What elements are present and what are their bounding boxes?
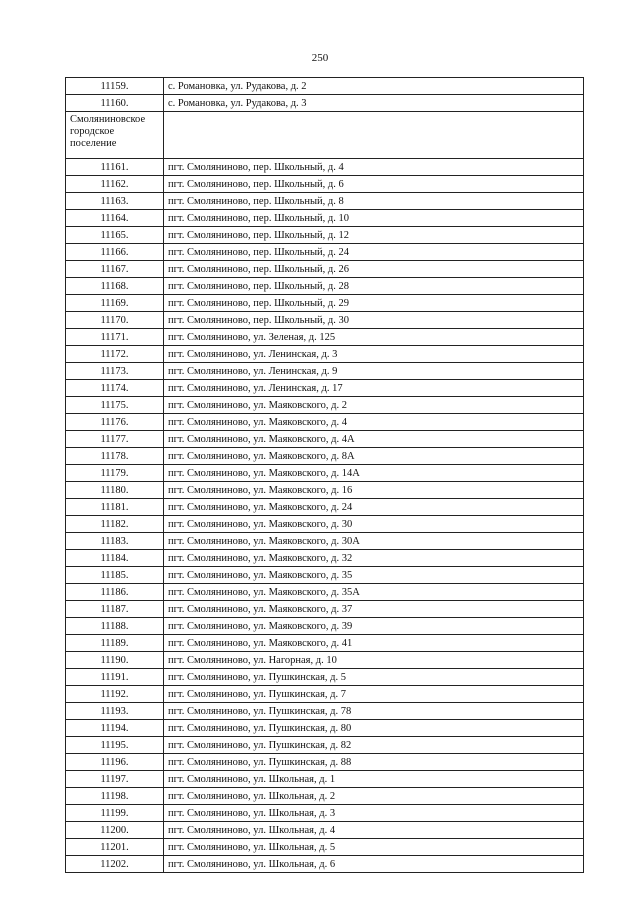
table-row <box>66 346 584 363</box>
table-row <box>66 669 584 686</box>
row-address: с. Романовка, ул. Рудакова, д. 3 <box>164 95 584 112</box>
table-row <box>66 414 584 431</box>
row-address: пгт. Смоляниново, ул. Маяковского, д. 30А <box>164 533 584 550</box>
row-address: пгт. Смоляниново, ул. Школьная, д. 6 <box>164 856 584 873</box>
table-row <box>66 482 584 499</box>
row-address: пгт. Смоляниново, пер. Школьный, д. 6 <box>164 176 584 193</box>
section-row <box>66 112 584 159</box>
row-address: пгт. Смоляниново, ул. Маяковского, д. 39 <box>164 618 584 635</box>
table-row <box>66 652 584 669</box>
row-address: пгт. Смоляниново, ул. Маяковского, д. 32 <box>164 550 584 567</box>
table-row <box>66 839 584 856</box>
row-number: 11169. <box>66 295 164 312</box>
table-row <box>66 176 584 193</box>
row-number: 11195. <box>66 737 164 754</box>
row-number: 11167. <box>66 261 164 278</box>
table-row <box>66 193 584 210</box>
table-row <box>66 686 584 703</box>
row-address: пгт. Смоляниново, ул. Школьная, д. 4 <box>164 822 584 839</box>
row-number: 11181. <box>66 499 164 516</box>
row-number: 11180. <box>66 482 164 499</box>
row-address: пгт. Смоляниново, ул. Маяковского, д. 4 <box>164 414 584 431</box>
row-number: 11179. <box>66 465 164 482</box>
page-number: 250 <box>311 52 329 64</box>
row-number: 11185. <box>66 567 164 584</box>
table-row <box>66 448 584 465</box>
row-address: пгт. Смоляниново, ул. Школьная, д. 1 <box>164 771 584 788</box>
table-row <box>66 635 584 652</box>
row-address: пгт. Смоляниново, ул. Школьная, д. 2 <box>164 788 584 805</box>
row-number: 11176. <box>66 414 164 431</box>
row-number: 11202. <box>66 856 164 873</box>
table-row <box>66 805 584 822</box>
row-number: 11194. <box>66 720 164 737</box>
row-address: пгт. Смоляниново, пер. Школьный, д. 28 <box>164 278 584 295</box>
row-number: 11196. <box>66 754 164 771</box>
table-row <box>66 771 584 788</box>
row-address: пгт. Смоляниново, ул. Маяковского, д. 2 <box>164 397 584 414</box>
table-row <box>66 227 584 244</box>
row-number: 11177. <box>66 431 164 448</box>
row-address: пгт. Смоляниново, пер. Школьный, д. 12 <box>164 227 584 244</box>
row-address: пгт. Смоляниново, ул. Ленинская, д. 3 <box>164 346 584 363</box>
row-number: 11188. <box>66 618 164 635</box>
table-row <box>66 278 584 295</box>
table-row <box>66 244 584 261</box>
table-row <box>66 210 584 227</box>
table-row <box>66 329 584 346</box>
row-address: пгт. Смоляниново, пер. Школьный, д. 26 <box>164 261 584 278</box>
table-row <box>66 856 584 873</box>
row-address: пгт. Смоляниново, пер. Школьный, д. 30 <box>164 312 584 329</box>
row-number: 11166. <box>66 244 164 261</box>
section-address <box>164 112 584 159</box>
row-address: пгт. Смоляниново, пер. Школьный, д. 29 <box>164 295 584 312</box>
row-number: 11184. <box>66 550 164 567</box>
table-row <box>66 703 584 720</box>
row-address: пгт. Смоляниново, ул. Маяковского, д. 35 <box>164 567 584 584</box>
table-row <box>66 788 584 805</box>
row-address: пгт. Смоляниново, ул. Маяковского, д. 14А <box>164 465 584 482</box>
table-row <box>66 737 584 754</box>
table-row <box>66 363 584 380</box>
table-row <box>66 720 584 737</box>
address-table-body <box>66 78 584 873</box>
row-number: 11193. <box>66 703 164 720</box>
row-number: 11173. <box>66 363 164 380</box>
row-number: 11170. <box>66 312 164 329</box>
table-row <box>66 516 584 533</box>
table-row <box>66 567 584 584</box>
row-number: 11190. <box>66 652 164 669</box>
row-number: 11175. <box>66 397 164 414</box>
table-row <box>66 397 584 414</box>
row-address: пгт. Смоляниново, ул. Нагорная, д. 10 <box>164 652 584 669</box>
row-number: 11186. <box>66 584 164 601</box>
table-row <box>66 78 584 95</box>
table-row <box>66 754 584 771</box>
row-address: с. Романовка, ул. Рудакова, д. 2 <box>164 78 584 95</box>
row-address: пгт. Смоляниново, ул. Пушкинская, д. 88 <box>164 754 584 771</box>
table-row <box>66 550 584 567</box>
row-address: пгт. Смоляниново, пер. Школьный, д. 24 <box>164 244 584 261</box>
row-number: 11165. <box>66 227 164 244</box>
table-row <box>66 95 584 112</box>
address-table <box>65 77 584 873</box>
table-row <box>66 822 584 839</box>
row-number: 11198. <box>66 788 164 805</box>
row-number: 11178. <box>66 448 164 465</box>
row-address: пгт. Смоляниново, ул. Зеленая, д. 125 <box>164 329 584 346</box>
row-address: пгт. Смоляниново, ул. Ленинская, д. 9 <box>164 363 584 380</box>
table-row <box>66 380 584 397</box>
row-number: 11161. <box>66 159 164 176</box>
row-number: 11163. <box>66 193 164 210</box>
row-number: 11164. <box>66 210 164 227</box>
row-address: пгт. Смоляниново, ул. Маяковского, д. 41 <box>164 635 584 652</box>
row-address: пгт. Смоляниново, ул. Школьная, д. 5 <box>164 839 584 856</box>
row-address: пгт. Смоляниново, ул. Маяковского, д. 37 <box>164 601 584 618</box>
row-number: 11174. <box>66 380 164 397</box>
table-row <box>66 312 584 329</box>
table-row <box>66 533 584 550</box>
row-address: пгт. Смоляниново, ул. Маяковского, д. 4А <box>164 431 584 448</box>
row-number: 11191. <box>66 669 164 686</box>
row-number: 11189. <box>66 635 164 652</box>
row-address: пгт. Смоляниново, ул. Пушкинская, д. 5 <box>164 669 584 686</box>
table-row <box>66 431 584 448</box>
row-number: 11200. <box>66 822 164 839</box>
row-number: 11199. <box>66 805 164 822</box>
row-number: 11168. <box>66 278 164 295</box>
row-address: пгт. Смоляниново, ул. Маяковского, д. 24 <box>164 499 584 516</box>
row-number: 11192. <box>66 686 164 703</box>
row-address: пгт. Смоляниново, ул. Школьная, д. 3 <box>164 805 584 822</box>
row-number: 11182. <box>66 516 164 533</box>
row-address: пгт. Смоляниново, ул. Пушкинская, д. 7 <box>164 686 584 703</box>
row-address: пгт. Смоляниново, пер. Школьный, д. 8 <box>164 193 584 210</box>
row-number: 11197. <box>66 771 164 788</box>
row-address: пгт. Смоляниново, ул. Маяковского, д. 35А <box>164 584 584 601</box>
table-row <box>66 601 584 618</box>
row-number: 11183. <box>66 533 164 550</box>
table-row <box>66 295 584 312</box>
table-row <box>66 261 584 278</box>
row-address: пгт. Смоляниново, ул. Пушкинская, д. 78 <box>164 703 584 720</box>
row-number: 11187. <box>66 601 164 618</box>
row-number: 11171. <box>66 329 164 346</box>
row-address: пгт. Смоляниново, пер. Школьный, д. 4 <box>164 159 584 176</box>
row-address: пгт. Смоляниново, ул. Ленинская, д. 17 <box>164 380 584 397</box>
table-row <box>66 159 584 176</box>
table-row <box>66 584 584 601</box>
table-row <box>66 499 584 516</box>
table-row <box>66 618 584 635</box>
row-number: 11172. <box>66 346 164 363</box>
row-number: 11159. <box>66 78 164 95</box>
row-number: 11160. <box>66 95 164 112</box>
row-number: 11201. <box>66 839 164 856</box>
row-address: пгт. Смоляниново, ул. Пушкинская, д. 82 <box>164 737 584 754</box>
row-address: пгт. Смоляниново, ул. Маяковского, д. 16 <box>164 482 584 499</box>
row-address: пгт. Смоляниново, ул. Маяковского, д. 8А <box>164 448 584 465</box>
row-number: 11162. <box>66 176 164 193</box>
row-address: пгт. Смоляниново, ул. Пушкинская, д. 80 <box>164 720 584 737</box>
row-address: пгт. Смоляниново, пер. Школьный, д. 10 <box>164 210 584 227</box>
table-row <box>66 465 584 482</box>
row-address: пгт. Смоляниново, ул. Маяковского, д. 30 <box>164 516 584 533</box>
section-title: Смолянинoвское городское поселение <box>66 112 164 159</box>
